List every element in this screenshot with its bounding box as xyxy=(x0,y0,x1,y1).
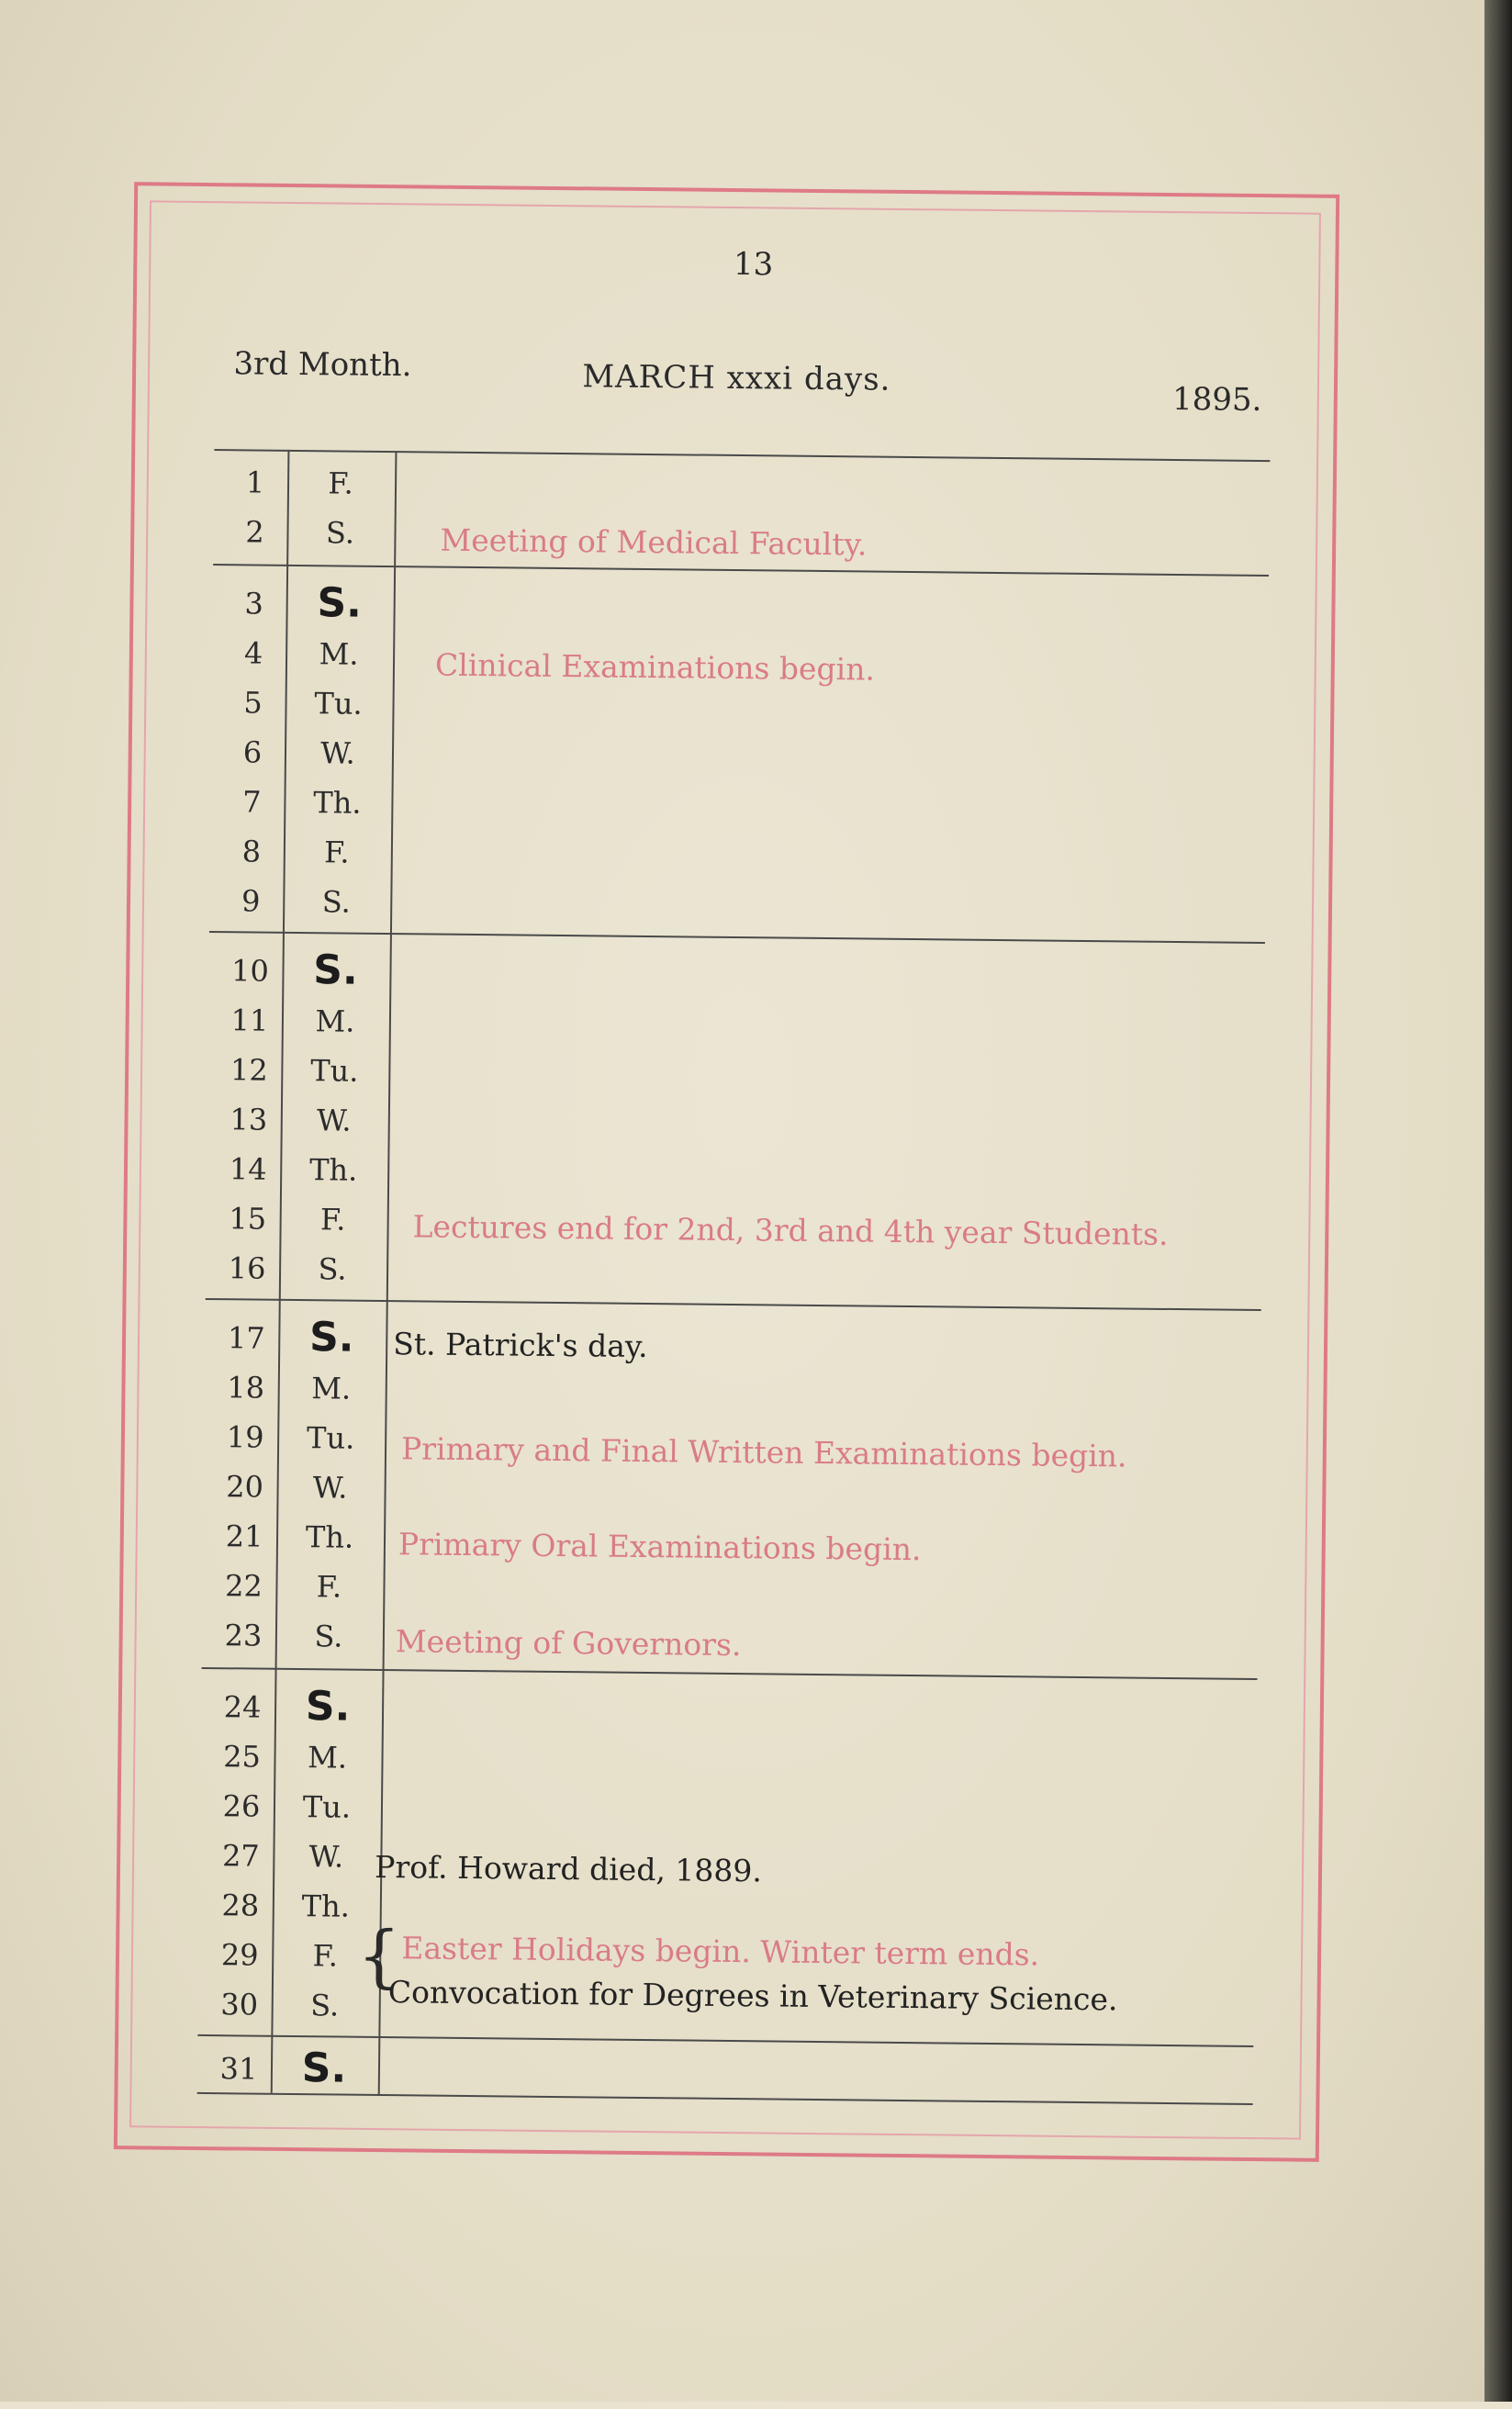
weekday: Th. xyxy=(308,1152,358,1188)
event-easter-holidays: Easter Holidays begin. Winter term ends. xyxy=(401,1930,1040,1973)
day-number: 8 xyxy=(241,834,262,869)
day-number: 1 xyxy=(245,465,265,500)
weekday: S. xyxy=(310,1988,340,2023)
day-number: 22 xyxy=(224,1568,263,1604)
day-number: 10 xyxy=(230,953,270,989)
weekday: Th. xyxy=(301,1888,351,1924)
weekday: M. xyxy=(319,636,359,672)
header-rule xyxy=(214,449,1270,462)
event-oral-exams: Primary Oral Examinations begin. xyxy=(398,1526,922,1568)
event-convocation: Convocation for Degrees in Veterinary Science. xyxy=(387,1974,1118,2018)
month-label: 3rd Month. xyxy=(233,345,412,385)
day-number: 13 xyxy=(230,1102,268,1137)
day-number: 23 xyxy=(224,1618,263,1653)
day-number: 26 xyxy=(222,1788,261,1824)
page-number: 13 xyxy=(733,245,774,284)
day-number: 6 xyxy=(242,734,263,770)
weekday: W. xyxy=(308,1839,344,1875)
weekday-sunday: S. xyxy=(313,947,358,994)
day-number: 31 xyxy=(219,2051,258,2087)
day-number: 20 xyxy=(226,1469,264,1505)
event-governors-meeting: Meeting of Governors. xyxy=(395,1623,742,1664)
day-number: 27 xyxy=(221,1838,260,1874)
event-lectures-end: Lectures end for 2nd, 3rd and 4th year Students. xyxy=(412,1208,1169,1252)
weekday: F. xyxy=(328,465,353,501)
weekday: S. xyxy=(314,1619,343,1654)
week-separator xyxy=(209,931,1265,944)
day-number: 18 xyxy=(227,1370,265,1406)
week-separator xyxy=(202,1667,1258,1680)
weekday: S. xyxy=(318,1251,347,1287)
weekday-sunday: S. xyxy=(308,1314,354,1361)
weekday-sunday: S. xyxy=(305,1683,351,1731)
day-number: 5 xyxy=(243,685,263,721)
day-number: 4 xyxy=(243,635,263,671)
weekday-sunday: S. xyxy=(317,579,363,627)
weekday: W. xyxy=(316,1103,352,1138)
day-number: 17 xyxy=(227,1320,265,1356)
day-number: 28 xyxy=(221,1888,260,1923)
weekday: M. xyxy=(307,1740,348,1776)
weekday: S. xyxy=(325,515,355,551)
day-number: 16 xyxy=(228,1250,266,1286)
weekday: W. xyxy=(320,735,355,771)
day-number: 29 xyxy=(220,1937,259,1973)
weekday: S. xyxy=(321,884,351,920)
weekday: M. xyxy=(311,1371,352,1406)
weekday-sunday: S. xyxy=(301,2045,347,2092)
page-title: MARCH xxxi days. xyxy=(582,358,891,398)
event-written-exams: Primary and Final Written Examinations begin. xyxy=(400,1430,1127,1474)
weekday: M. xyxy=(315,1003,355,1039)
day-number: 2 xyxy=(245,514,264,550)
day-number: 24 xyxy=(223,1689,262,1725)
weekday: Tu. xyxy=(306,1420,355,1456)
day-number: 30 xyxy=(220,1987,259,2022)
event-clinical-exams: Clinical Examinations begin. xyxy=(434,646,876,688)
weekday: Tu. xyxy=(310,1053,359,1089)
event-st-patricks-day: St. Patrick's day. xyxy=(393,1326,648,1365)
weekday: F. xyxy=(319,1202,346,1238)
weekday: W. xyxy=(312,1470,348,1506)
week-separator xyxy=(206,1298,1261,1311)
event-prof-howard-died: Prof. Howard died, 1889. xyxy=(375,1848,763,1889)
day-number: 3 xyxy=(244,586,264,622)
day-number: 11 xyxy=(230,1003,269,1038)
column-divider-weekday xyxy=(378,451,398,2094)
day-number: 21 xyxy=(225,1518,263,1554)
day-number: 25 xyxy=(222,1739,262,1775)
day-number: 19 xyxy=(226,1419,264,1455)
day-number: 15 xyxy=(229,1201,267,1237)
week-separator xyxy=(213,564,1269,577)
weekday: Th. xyxy=(305,1519,354,1555)
day-number: 9 xyxy=(241,883,261,919)
weekday: F. xyxy=(312,1938,339,1974)
day-number: 14 xyxy=(229,1151,267,1187)
weekday: Tu. xyxy=(314,686,363,722)
brace-symbol: { xyxy=(356,1916,401,1997)
weekday: Th. xyxy=(313,785,362,821)
day-number: 12 xyxy=(230,1052,268,1088)
weekday: F. xyxy=(323,835,350,870)
weekday: Tu. xyxy=(302,1789,352,1825)
event-medical-faculty-meeting: Meeting of Medical Faculty. xyxy=(440,521,868,563)
year-label: 1895. xyxy=(1171,380,1262,419)
weekday: F. xyxy=(316,1569,342,1605)
footer-rule xyxy=(197,2092,1253,2105)
day-number: 7 xyxy=(242,784,262,820)
